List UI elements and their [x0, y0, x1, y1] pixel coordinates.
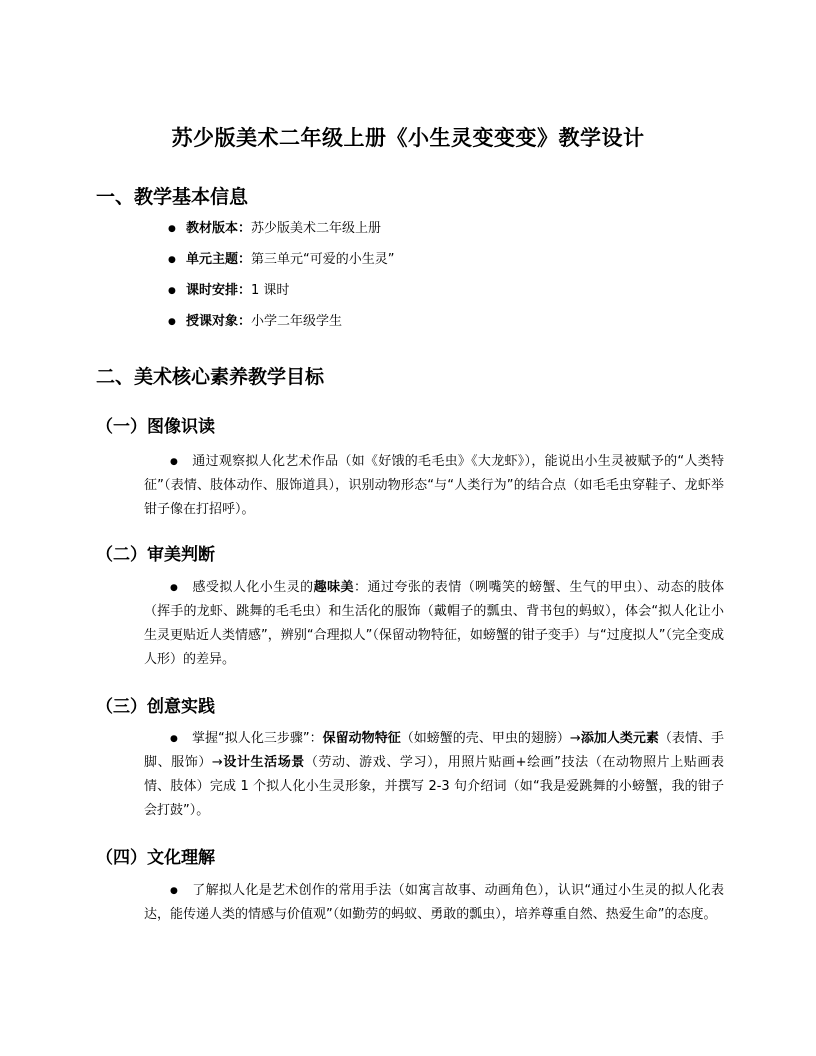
creative-keyword: 设计生活场景 [222, 755, 305, 770]
subsection-heading-image-reading: （一）图像识读 [96, 417, 215, 437]
section-heading-objectives: 二、美术核心素养教学目标 [96, 366, 325, 388]
list-item [168, 281, 395, 312]
info-key: 单元主题： [186, 252, 252, 267]
creative-text: （劳动、游戏、学习），用照片贴画+绘画”技法（在动物照片上贴画表情、肢体）完成 1 个拟人化小生灵形象，并撰写 2-3 句介绍词（如“我是爱跳舞的小螃蟹，我的钳子会打鼓”）。 [144, 755, 724, 818]
info-key: 教材版本： [186, 221, 252, 236]
creative-keyword: 保留动物特征 [322, 731, 401, 746]
subsection-heading-aesthetic: （二）审美判断 [96, 545, 215, 565]
aesthetic-text: ：通过夸张的表情（咧嘴笑的螃蟹、生气的甲虫）、动态的肢体（挥手的龙虾、跳舞的毛毛虫）和生活化的服饰（戴帽子的瓢虫、背书包的蚂蚁），体会“拟人化让小生灵更贴近人类情感”，辨别“合理拟人”（保留动物特征，如螃蟹的钳子变手）与“过度拟人”（完全变成人形）的差异。 [144, 580, 724, 667]
basic-info-list [168, 219, 395, 343]
info-value: 小学二年级学生 [251, 314, 343, 329]
subsection-heading-culture: （四）文化理解 [96, 848, 215, 868]
document-title: 苏少版美术二年级上册《小生灵变变变》教学设计 [171, 125, 645, 150]
bullet-icon: ● [170, 886, 178, 896]
creative-text: （表情、手脚、服饰）→ [144, 731, 724, 770]
subsection-heading-creative: （三）创意实践 [96, 697, 215, 717]
list-item [168, 312, 395, 343]
bullet-icon: ● [170, 734, 178, 744]
info-key: 课时安排： [186, 283, 252, 298]
info-value: 1 课时 [251, 283, 290, 298]
info-key: 授课对象： [186, 314, 252, 329]
culture-text: 了解拟人化是艺术创作的常用手法（如寓言故事、动画角色），认识“通过小生灵的拟人化表达，能传递人类的情感与价值观”（如勤劳的蚂蚁、勇敢的瓢虫），培养尊重自然、热爱生命”的态度。 [144, 883, 724, 922]
info-value: 苏少版美术二年级上册 [251, 221, 382, 236]
creative-text: （如螃蟹的壳、甲虫的翅膀）→ [400, 731, 581, 746]
creative-paragraph [144, 727, 724, 823]
aesthetic-paragraph [144, 576, 724, 672]
culture-paragraph [144, 879, 724, 927]
bullet-icon: ● [170, 457, 178, 467]
bullet-icon: ● [170, 583, 178, 593]
creative-keyword: 添加人类元素 [580, 731, 659, 746]
aesthetic-text: 感受拟人化小生灵的 [192, 580, 314, 595]
info-value: 第三单元“可爱的小生灵” [251, 252, 395, 267]
section-heading-basic-info: 一、教学基本信息 [96, 186, 249, 208]
image-reading-text: 通过观察拟人化艺术作品（如《好饿的毛毛虫》《大龙虾》），能说出小生灵被赋予的“人类特征”（表情、肢体动作、服饰道具），识别动物形态“与“人类行为”的结合点（如毛毛虫穿鞋子、龙虾举钳子像在打招呼）。 [144, 454, 724, 517]
list-item [168, 219, 395, 250]
aesthetic-keyword: 趣味美 [313, 580, 355, 595]
image-reading-paragraph [144, 450, 724, 522]
creative-text: 掌握“拟人化三步骤”： [192, 731, 323, 746]
list-item [168, 250, 395, 281]
